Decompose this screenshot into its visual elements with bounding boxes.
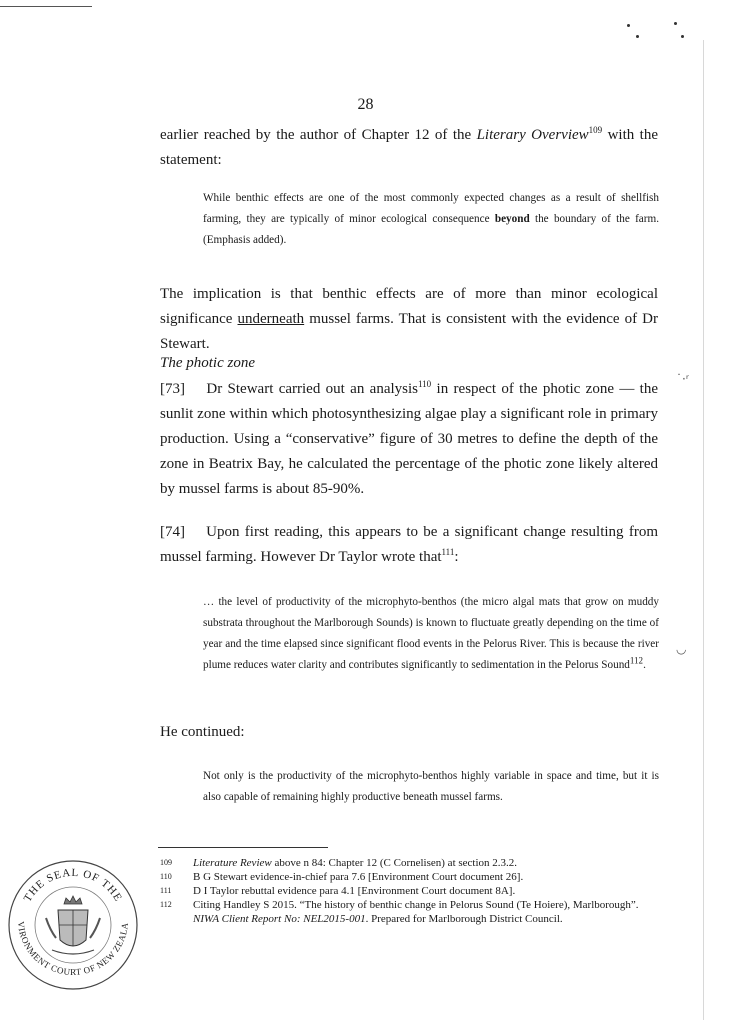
implication-underlined: underneath [237,311,305,327]
para74-text: Upon first reading, this appears to be a significant change resulting from mussel farming. However Dr Taylor wrote that [160,524,658,565]
footnote-number: 111 [160,886,172,895]
margin-mark: ˙·ʳ [676,372,689,386]
para73-text-end: in respect of the photic zone — the sunlit zone within which photosynthesizing algae play a significant role in primary production. Using a “conservative” figure of 30 metres to define the depth of the zone in Beatrix Bay, he calculated the percentage of the photic zone likely altered by mussel farms is about 85-90%. [160,381,659,497]
footnote-text: Citing Handley S 2015. “The history of benthic change in Pelorus Sound (Te Hoiere), Marlborough”. [193,899,639,911]
implication-text: The implication is that benthic effects are of more than minor ecological significance [160,286,658,327]
paragraph-intro [160,123,658,173]
paragraph-implication [160,282,658,357]
footnote-text: B G Stewart evidence-in-chief para 7.6 [Environment Court document 26]. [193,871,524,883]
footnote-text: above n 84: Chapter 12 (C Cornelisen) at section 2.3.2. [271,857,518,869]
top-scan-line [0,6,92,7]
block-quote-2 [203,592,659,676]
para74-text-end: : [454,549,459,565]
seal-emblem-icon [6,858,141,993]
footnote-rule [158,847,328,848]
footnote-number: 110 [160,872,172,881]
scan-speck [674,22,677,25]
quote1-emphasis: beyond [494,213,530,225]
seal-top-text: THE SEAL OF THE [21,866,125,905]
paragraph-number: [73] [160,381,185,397]
implication-text-end: mussel farms. That is consistent with the evidence of Dr Stewart. [160,311,658,352]
quote1-text-end: the boundary of the farm. (Emphasis added). [203,213,659,246]
margin-mark: ◡ [676,642,687,656]
footnote-italic: NIWA Client Report No: NEL2015-001 [193,913,366,925]
intro-text: earlier reached by the author of Chapter 12 of the [160,127,477,143]
footnote-number: 112 [160,900,172,909]
paragraph-74 [160,520,658,570]
footnote-number: 109 [160,858,172,867]
footnote-110 [160,870,680,884]
footnote-ref[interactable]: 111 [441,547,455,557]
quote1-text: While benthic effects are one of the most commonly expected changes as a result of shellfish farming, they are typically of minor ecological consequence [203,192,659,225]
footnote-111 [160,884,680,898]
quote2-text: … the level of productivity of the microphyto-benthos (the micro algal mats that grow on muddy substrata throughout the Marlborough Sounds) is known to fluctuate greatly depending on the time of year and the time elapsed since significant flood events in the Pelorus River. This is because the river plume reduces water clarity and contributes significantly to sedimentation in the Pelorus Sound [203,596,659,671]
footnote-ref[interactable]: 110 [418,379,432,389]
para73-text: Dr Stewart carried out an analysis [206,381,419,397]
page-edge-line [703,40,704,1020]
court-seal [6,858,141,993]
block-quote-3: Not only is the productivity of the microphyto-benthos highly variable in space and time, but it is also capable of remaining highly productive beneath mussel farms. [203,770,659,803]
footnote-text-end: . Prepared for Marlborough District Council. [365,913,563,925]
he-continued: He continued: [160,724,245,740]
paragraph-73 [160,377,658,502]
block-quote-1 [203,188,659,251]
scan-speck [636,35,639,38]
intro-title: Literary Overview [476,127,589,143]
quote2-text-end: . [643,659,646,671]
paragraph-number: [74] [160,524,185,540]
footnote-ref[interactable]: 109 [588,125,603,135]
seal-bottom-text: VIRONMENT COURT OF NEW ZEALA [15,920,131,978]
intro-text-end: with the statement: [160,127,658,168]
footnote-112 [160,898,680,942]
section-heading: The photic zone [160,355,255,371]
scan-speck [681,35,684,38]
footnote-109 [160,856,680,870]
scan-speck [627,24,630,27]
footnote-ref[interactable]: 112 [629,655,644,666]
footnote-text: D I Taylor rebuttal evidence para 4.1 [Environment Court document 8A]. [193,885,516,897]
footnote-italic: Literature Review [193,857,272,869]
page-number: 28 [357,96,374,113]
